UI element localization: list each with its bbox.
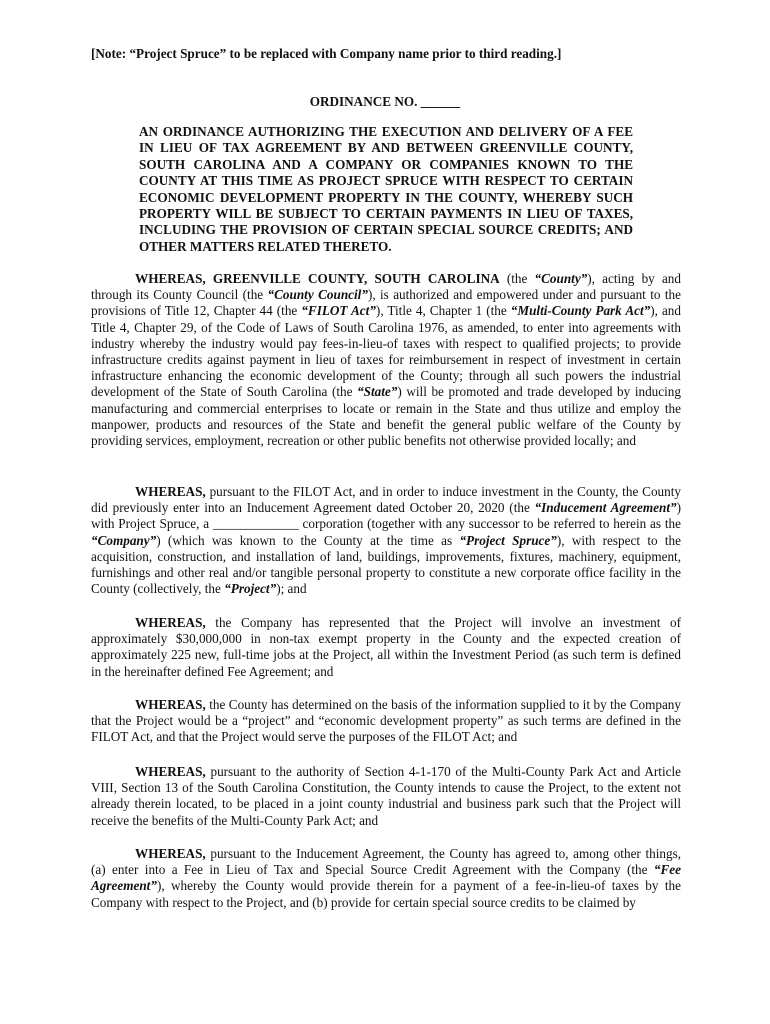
- paragraph-text: pursuant to the FILOT Act, and in order to induce investment in the County, the County did previously enter into an Inducement Agreement dated October 20, 2020 (the: [91, 484, 681, 516]
- defined-term: “County Council”: [267, 287, 368, 303]
- whereas-paragraph-1: [91, 271, 681, 449]
- paragraph-text: pursuant to the Inducement Agreement, the County has agreed to, among other things, (a) enter into a Fee in Lieu of Tax and Special Source Credit Agreement with the Company (the: [91, 846, 681, 878]
- defined-term: “Multi-County Park Act”: [510, 303, 651, 319]
- paragraph-text: (the: [499, 271, 535, 286]
- ordinance-title: AN ORDINANCE AUTHORIZING THE EXECUTION AND DELIVERY OF A FEE IN LIEU OF TAX AGREEMENT BY AND BETWEEN GREENVILLE COUNTY, SOUTH CAROLINA AND A COMPANY OR COMPANIES KNOWN TO THE COUNTY AT THIS TIME AS PROJECT SPRUCE WITH RESPECT TO CERTAIN ECONOMIC DEVELOPMENT PROPERTY IN THE COUNTY, WHEREBY SUCH PROPERTY WILL BE SUBJECT TO CERTAIN PAYMENTS IN LIEU OF TAXES, INCLUDING THE PROVISION OF CERTAIN SPECIAL SOURCE CREDITS; AND OTHER MATTERS RELATED THERETO.: [139, 124, 633, 254]
- paragraph-text: ), Title 4, Chapter 1 (the: [375, 303, 511, 319]
- defined-term: “State”: [357, 384, 398, 400]
- defined-term: “Project”: [224, 581, 277, 597]
- paragraph-text: the County has determined on the basis of the information supplied to it by the Company that the Project would be a “project” and “economic development property” as such terms are defined in the FILOT Act, and that the Project would serve the purposes of the FILOT Act; and: [91, 697, 681, 745]
- paragraph-text: the Company has represented that the Project will involve an investment of approximately $30,000,000 in non-tax exempt property in the County and the expected creation of approximately 225 new, full-time jobs at the Project, all within the Investment Period (as such term is defined in the hereinafter defined Fee Agreement; and: [91, 615, 681, 679]
- paragraph-text: ), and Title 4, Chapter 29, of the Code of Laws of South Carolina 1976, as amended, to enter into agreements with industry whereby the industry would pay fees-in-lieu-of taxes with respect to qualified projects; to provide infrastructure credits against payment in lieu of taxes for reimbursement in respect of investment in certain infrastructure enhancing the economic development of the County; through all such powers the industrial development of the State of South Carolina (the: [91, 303, 681, 400]
- paragraph-lead: WHEREAS, GREENVILLE COUNTY, SOUTH CAROLINA: [135, 271, 500, 286]
- paragraph-lead: WHEREAS,: [135, 615, 206, 630]
- paragraph-text: ), acting by and through its County Council (the: [91, 271, 681, 303]
- paragraph-lead: WHEREAS,: [135, 484, 206, 499]
- whereas-paragraph-4: [91, 697, 681, 746]
- ordinance-number: ORDINANCE NO. ______: [309, 94, 461, 109]
- paragraph-lead: WHEREAS,: [135, 697, 206, 712]
- paragraph-text: ) (which was known to the County at the time as: [156, 532, 460, 548]
- whereas-paragraph-3: [91, 615, 681, 680]
- paragraph-text: ) with Project Spruce, a _____________ corporation (together with any successor to be referred to herein as the: [91, 500, 681, 532]
- paragraph-text: ), with respect to the acquisition, construction, and installation of land, buildings, improvements, fixtures, machinery, equipment, furnishings and other real and/or tangible personal property to constitute a new corporate office facility in the County (collectively, the: [91, 532, 682, 597]
- paragraph-lead: WHEREAS,: [135, 764, 206, 779]
- whereas-paragraph-5: [91, 764, 681, 829]
- defined-term: “Company”: [91, 532, 157, 548]
- whereas-paragraph-2: [91, 484, 681, 597]
- draft-note: [Note: “Project Spruce” to be replaced with Company name prior to third reading.]: [91, 46, 562, 61]
- defined-term: “Inducement Agreement”: [534, 500, 677, 516]
- paragraph-text: pursuant to the authority of Section 4-1-170 of the Multi-County Park Act and Article VIII, Section 13 of the South Carolina Constitution, the County intends to cause the Project, to the extent not already therein located, to be placed in a joint county industrial and business park such that the Project will receive the benefits of the Multi-County Park Act; and: [91, 764, 681, 828]
- defined-term: “Project Spruce”: [459, 532, 557, 548]
- defined-term: “FILOT Act”: [301, 303, 376, 319]
- paragraph-text: ), whereby the County would provide therein for a payment of a fee-in-lieu-of taxes by the Company with respect to the Project, and (b) provide for certain special source credits to be claimed by: [91, 878, 681, 910]
- paragraph-text: ); and: [276, 581, 307, 597]
- paragraph-lead: WHEREAS,: [135, 846, 206, 861]
- defined-term: “Fee Agreement”: [91, 862, 681, 894]
- defined-term: “County”: [534, 271, 588, 286]
- paragraph-text: ) will be promoted and trade developed by inducing manufacturing and commercial enterprises to locate or remain in the State and thus utilize and employ the manpower, products and resources of the State and benefit the general public welfare of the County by providing services, employment, recreation or other public benefits not otherwise provided locally; and: [91, 384, 681, 449]
- paragraph-text: ), is authorized and empowered under and pursuant to the provisions of Title 12, Chapter 44 (the: [91, 287, 681, 319]
- whereas-paragraph-6: [91, 846, 681, 911]
